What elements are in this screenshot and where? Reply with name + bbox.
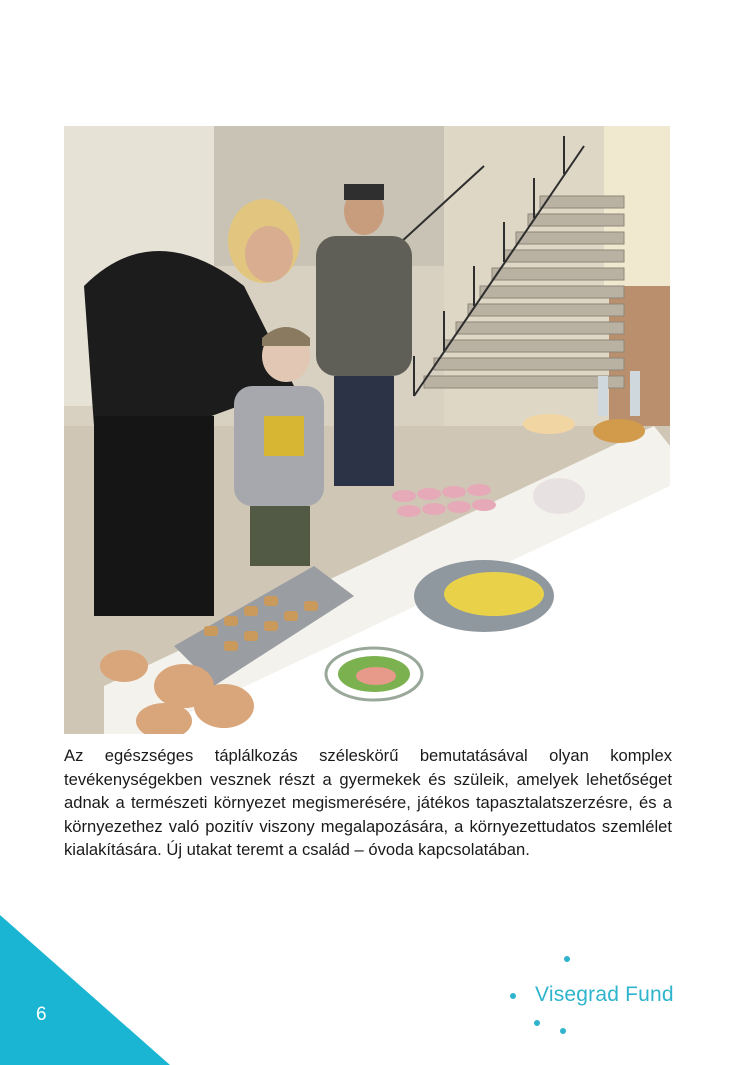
logo-dot-icon (534, 1020, 540, 1026)
body-paragraph: Az egészséges táplálkozás széleskörű bemutatásával olyan komplex tevékenységekben vesznek részt a gyermekek és szüleik, amelyek lehetőséget adnak a természeti környezet megismerésére, játékos tapasztalatszerzésre, és a környezethez való pozitív viszony megalapozására, a környezettudatos szemlélet kialakítására. Új utakat teremt a család – óvoda kapcsolatában. (64, 746, 672, 859)
visegrad-fund-logo (502, 950, 702, 1040)
logo-dot-icon (564, 956, 570, 962)
event-photo (64, 126, 670, 734)
corner-triangle-decoration (0, 915, 170, 1065)
photo-healthy-food-table-icon (64, 126, 670, 734)
page-number: 6 (36, 1004, 47, 1025)
logo-text: Visegrad Fund (535, 983, 674, 1006)
logo-dot-icon (510, 993, 516, 999)
logo-dot-icon (560, 1028, 566, 1034)
